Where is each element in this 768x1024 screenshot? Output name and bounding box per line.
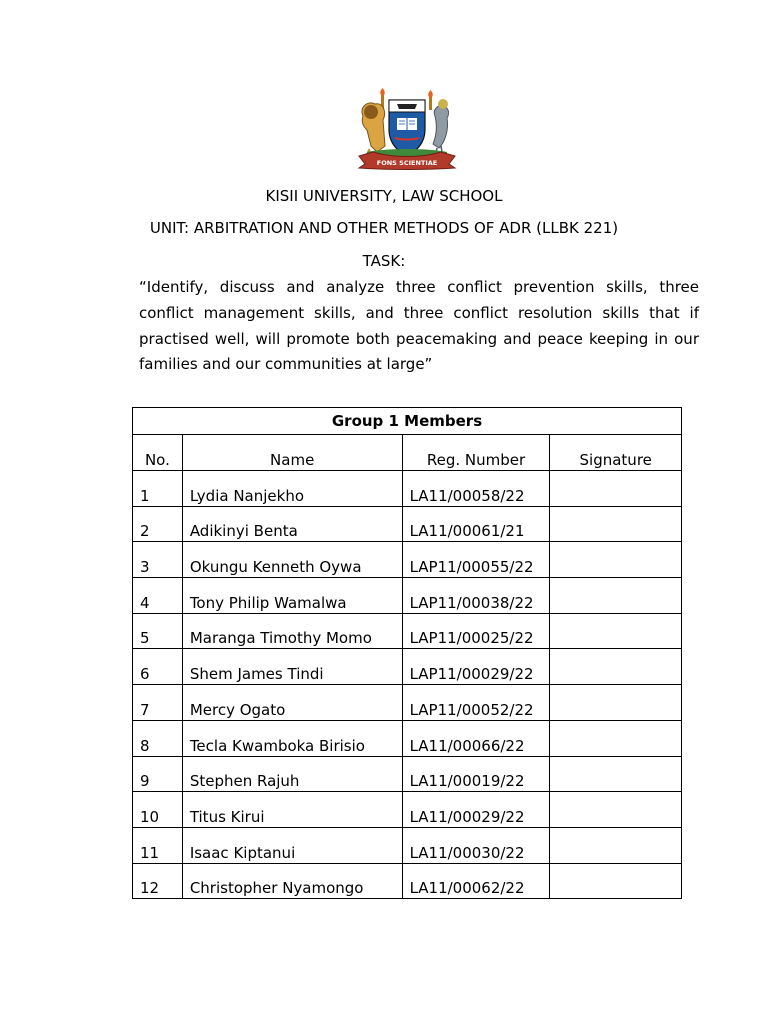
table-title-row bbox=[133, 408, 682, 435]
table-row bbox=[133, 471, 682, 507]
cell-reg: LA11/00066/22 bbox=[402, 720, 550, 756]
cell-reg: LAP11/00038/22 bbox=[402, 578, 550, 614]
svg-text:FONS SCIENTIAE: FONS SCIENTIAE bbox=[376, 159, 438, 167]
cell-signature bbox=[550, 578, 682, 614]
cell-signature bbox=[550, 613, 682, 649]
cell-no: 12 bbox=[133, 863, 183, 899]
cell-name: Okungu Kenneth Oywa bbox=[182, 542, 402, 578]
table-row bbox=[133, 685, 682, 721]
cell-reg: LA11/00030/22 bbox=[402, 827, 550, 863]
cell-name: Mercy Ogato bbox=[182, 685, 402, 721]
cell-name: Isaac Kiptanui bbox=[182, 827, 402, 863]
table-row bbox=[133, 542, 682, 578]
table-row bbox=[133, 506, 682, 542]
cell-signature bbox=[550, 720, 682, 756]
cell-name: Maranga Timothy Momo bbox=[182, 613, 402, 649]
cell-reg: LA11/00062/22 bbox=[402, 863, 550, 899]
cell-name: Adikinyi Benta bbox=[182, 506, 402, 542]
members-table bbox=[132, 407, 682, 899]
cell-no: 2 bbox=[133, 506, 183, 542]
table-header-row bbox=[133, 435, 682, 471]
cell-no: 8 bbox=[133, 720, 183, 756]
table-row bbox=[133, 613, 682, 649]
table-row bbox=[133, 756, 682, 792]
table-row bbox=[133, 649, 682, 685]
header-reg-number: Reg. Number bbox=[402, 435, 550, 471]
cell-name: Titus Kirui bbox=[182, 792, 402, 828]
cell-reg: LA11/00029/22 bbox=[402, 792, 550, 828]
cell-reg: LA11/00019/22 bbox=[402, 756, 550, 792]
cell-name: Tony Philip Wamalwa bbox=[182, 578, 402, 614]
cell-no: 7 bbox=[133, 685, 183, 721]
cell-reg: LAP11/00025/22 bbox=[402, 613, 550, 649]
cell-name: Tecla Kwamboka Birisio bbox=[182, 720, 402, 756]
cell-no: 11 bbox=[133, 827, 183, 863]
cell-no: 6 bbox=[133, 649, 183, 685]
cell-name: Lydia Nanjekho bbox=[182, 471, 402, 507]
header-name: Name bbox=[182, 435, 402, 471]
cell-reg: LA11/00058/22 bbox=[402, 471, 550, 507]
cell-name: Stephen Rajuh bbox=[182, 756, 402, 792]
cell-name: Christopher Nyamongo bbox=[182, 863, 402, 899]
table-row bbox=[133, 863, 682, 899]
cell-no: 1 bbox=[133, 471, 183, 507]
cell-no: 10 bbox=[133, 792, 183, 828]
task-description: “Identify, discuss and analyze three conflict prevention skills, three conflict management skills, and three conflict resolution skills that if practised well, will promote both peacemaking and peace keeping in our families and our communities at large” bbox=[139, 278, 699, 374]
cell-signature bbox=[550, 792, 682, 828]
university-crest-icon bbox=[353, 86, 461, 170]
cell-reg: LAP11/00055/22 bbox=[402, 542, 550, 578]
cell-signature bbox=[550, 685, 682, 721]
cell-signature bbox=[550, 756, 682, 792]
header-signature: Signature bbox=[550, 435, 682, 471]
cell-signature bbox=[550, 863, 682, 899]
header-no: No. bbox=[133, 435, 183, 471]
cell-name: Shem James Tindi bbox=[182, 649, 402, 685]
table-row bbox=[133, 578, 682, 614]
cell-no: 5 bbox=[133, 613, 183, 649]
university-title: KISII UNIVERSITY, LAW SCHOOL bbox=[265, 187, 503, 205]
cell-signature bbox=[550, 827, 682, 863]
cell-reg: LAP11/00052/22 bbox=[402, 685, 550, 721]
cell-reg: LAP11/00029/22 bbox=[402, 649, 550, 685]
table-title: Group 1 Members bbox=[133, 408, 682, 435]
table-row bbox=[133, 827, 682, 863]
task-label: TASK: bbox=[362, 252, 406, 270]
unit-title: UNIT: ARBITRATION AND OTHER METHODS OF ADR (LLBK 221) bbox=[149, 219, 619, 237]
cell-signature bbox=[550, 471, 682, 507]
cell-signature bbox=[550, 542, 682, 578]
table-row bbox=[133, 720, 682, 756]
cell-no: 4 bbox=[133, 578, 183, 614]
cell-no: 9 bbox=[133, 756, 183, 792]
cell-signature bbox=[550, 506, 682, 542]
cell-signature bbox=[550, 649, 682, 685]
cell-no: 3 bbox=[133, 542, 183, 578]
table-row bbox=[133, 792, 682, 828]
cell-reg: LA11/00061/21 bbox=[402, 506, 550, 542]
